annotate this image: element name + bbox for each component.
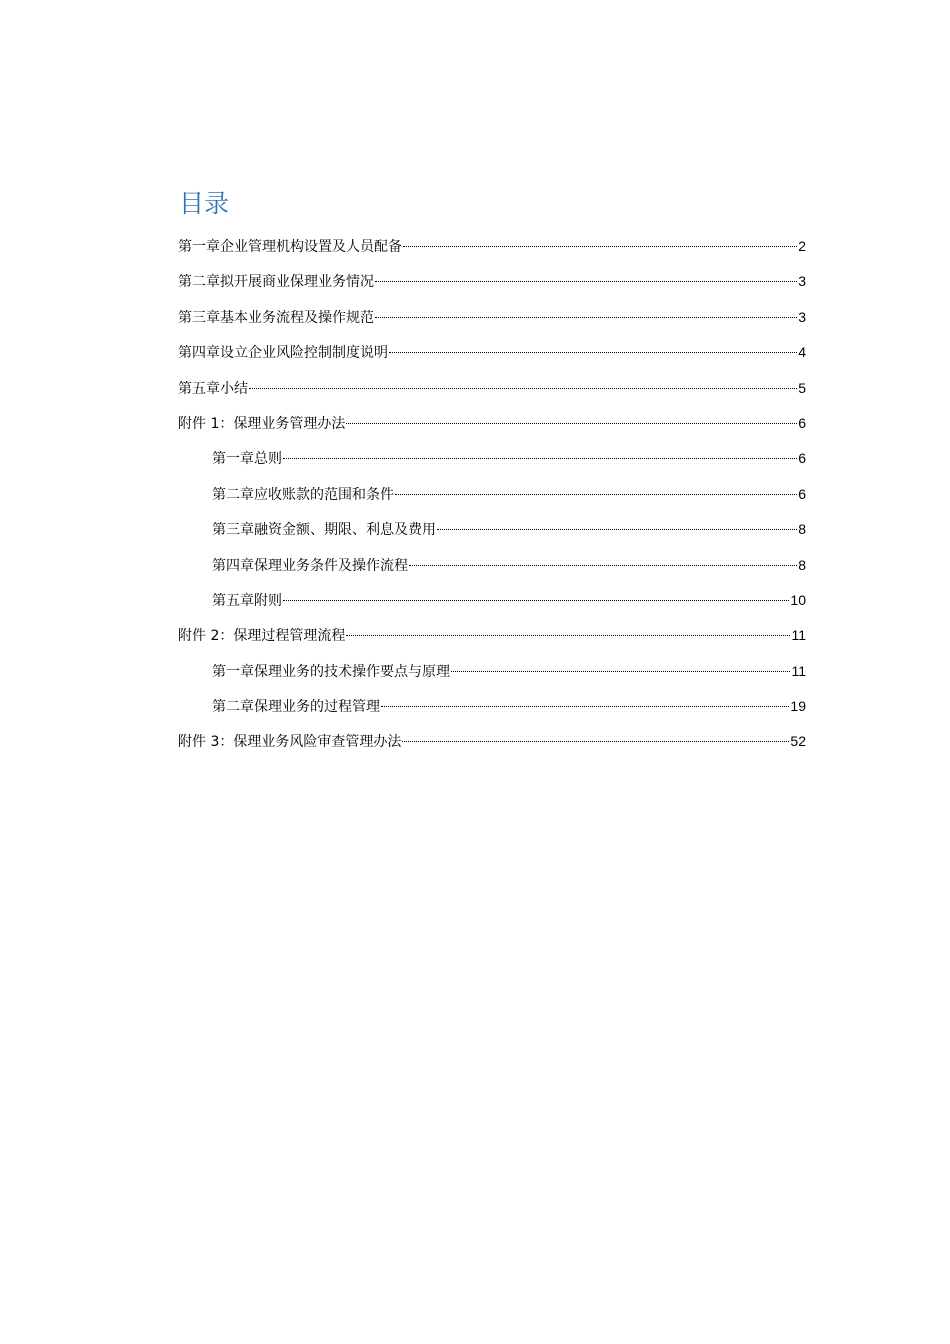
toc-entry[interactable]: [178, 413, 806, 448]
toc-entry-label: 第二章应收账款的范围和条件: [212, 486, 394, 503]
toc-page-number: 52: [790, 733, 806, 750]
toc-entry[interactable]: [178, 625, 806, 660]
toc-entry-label: 第一章总则: [212, 451, 282, 468]
toc-page-number: 6: [798, 414, 806, 431]
toc-entry[interactable]: [178, 448, 806, 483]
toc-list: [178, 236, 806, 767]
toc-leader-dots: [409, 565, 797, 566]
toc-page-number: 10: [790, 591, 806, 608]
toc-entry-label: 附件 3：保理业务风险审查管理办法: [178, 734, 402, 751]
toc-page-number: 2: [798, 238, 806, 254]
toc-entry[interactable]: [178, 378, 806, 413]
toc-leader-dots: [375, 281, 797, 282]
toc-page-number: 8: [798, 556, 806, 573]
table-of-contents: [178, 186, 806, 767]
toc-entry[interactable]: [178, 236, 806, 271]
toc-page-number: 11: [791, 627, 806, 644]
toc-entry[interactable]: [178, 307, 806, 342]
toc-page-number: 3: [798, 308, 806, 325]
toc-page-number: 19: [790, 698, 806, 715]
toc-leader-dots: [381, 706, 789, 707]
toc-entry[interactable]: [178, 590, 806, 625]
toc-page-number: 6: [798, 450, 806, 467]
toc-entry-label: 第四章设立企业风险控制制度说明: [178, 345, 388, 362]
toc-entry-label: 第二章保理业务的过程管理: [212, 699, 380, 716]
toc-leader-dots: [346, 423, 797, 424]
toc-title: 目录: [179, 189, 230, 218]
toc-page-number: 5: [798, 379, 806, 396]
toc-entry[interactable]: [178, 731, 806, 766]
toc-entry-label: 第一章保理业务的技术操作要点与原理: [212, 663, 450, 680]
toc-page-number: 11: [791, 662, 806, 679]
toc-leader-dots: [283, 600, 789, 601]
toc-leader-dots: [395, 494, 797, 495]
toc-leader-dots: [346, 635, 790, 636]
toc-entry[interactable]: [178, 519, 806, 554]
toc-entry-label: 第一章企业管理机构设置及人员配备: [178, 239, 402, 255]
toc-entry-label: 第五章附则: [212, 592, 282, 609]
toc-entry[interactable]: [178, 696, 806, 731]
toc-page-number: 6: [798, 485, 806, 502]
toc-entry[interactable]: [178, 271, 806, 306]
toc-leader-dots: [451, 671, 790, 672]
toc-entry[interactable]: [178, 342, 806, 377]
toc-leader-dots: [437, 529, 797, 530]
toc-entry-label: 第三章基本业务流程及操作规范: [178, 309, 374, 326]
toc-leader-dots: [249, 388, 797, 389]
toc-page-number: 8: [798, 521, 806, 538]
toc-entry[interactable]: [178, 661, 806, 696]
toc-leader-dots: [283, 458, 797, 459]
toc-entry-label: 附件 2：保理过程管理流程: [178, 628, 346, 645]
toc-entry-label: 第二章拟开展商业保理业务情况: [178, 274, 374, 291]
toc-entry-label: 第三章融资金额、期限、利息及费用: [212, 522, 436, 539]
toc-leader-dots: [389, 352, 797, 353]
toc-entry-label: 附件 1：保理业务管理办法: [178, 415, 346, 432]
toc-entry-label: 第五章小结: [178, 380, 248, 397]
toc-leader-dots: [375, 317, 797, 318]
toc-leader-dots: [403, 246, 797, 247]
toc-page-number: 3: [798, 273, 806, 290]
toc-page-number: 4: [798, 344, 806, 361]
toc-entry[interactable]: [178, 555, 806, 590]
toc-leader-dots: [402, 741, 789, 742]
toc-entry[interactable]: [178, 484, 806, 519]
toc-entry-label: 第四章保理业务条件及操作流程: [212, 557, 408, 574]
